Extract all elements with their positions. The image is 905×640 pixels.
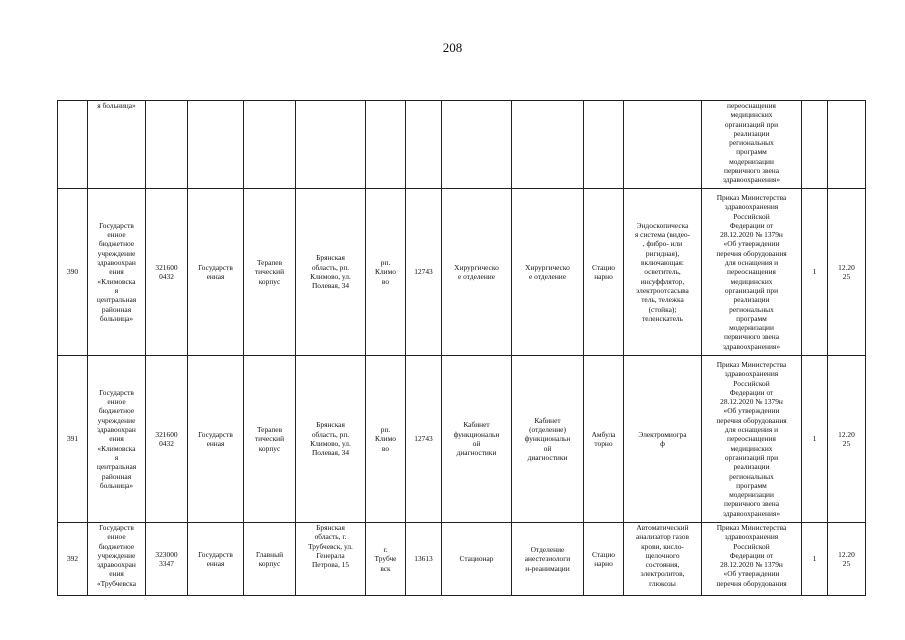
page-number: 208 <box>442 40 463 55</box>
cell-date <box>828 101 866 189</box>
cell-equipment: Электромиогра ф <box>624 356 702 523</box>
cell-organization: Государств енное бюджетное учреждение здравоохран ения «Климовска я центральная районная больница» <box>88 356 146 523</box>
cell-locality: рп. Климо во <box>366 356 406 523</box>
cell-address: Брянская область, г. Трубчевск, ул. Генерала Петрова, 15 <box>296 523 366 596</box>
cell-care-type: Стацио нарно <box>584 189 624 356</box>
cell-qty <box>802 101 828 189</box>
cell-department <box>512 101 584 189</box>
cell-unit: Стационар <box>442 523 512 596</box>
cell-building: Главный корпус <box>244 523 296 596</box>
cell-building <box>244 101 296 189</box>
table-row <box>58 101 866 189</box>
cell-organization: Государств енное бюджетное учреждение здравоохран ения «Климовска я центральная районная больница» <box>88 189 146 356</box>
cell-date: 12.20 25 <box>828 356 866 523</box>
cell-qty: 1 <box>802 356 828 523</box>
cell-document: переоснащения медицинских организаций при реализации региональных программ модернизации первичного звена здравоохранения» <box>702 101 802 189</box>
cell-inn: 323000 3347 <box>146 523 188 596</box>
cell-building: Терапев тический корпус <box>244 356 296 523</box>
cell-num: 391 <box>58 356 88 523</box>
cell-address <box>296 101 366 189</box>
cell-date: 12.20 25 <box>828 523 866 596</box>
cell-locality: г. Трубче вск <box>366 523 406 596</box>
cell-equipment: Автоматический анализатор газов крови, кисло- щелочного состояния, электролитов, глюкозы <box>624 523 702 596</box>
cell-organization: Государств енное бюджетное учреждение здравоохран ения «Трубчевска <box>88 523 146 596</box>
cell-code: 12743 <box>406 189 442 356</box>
cell-num <box>58 101 88 189</box>
cell-address: Брянская область, рп. Климово, ул. Полевая, 34 <box>296 189 366 356</box>
cell-code <box>406 101 442 189</box>
cell-date: 12.20 25 <box>828 189 866 356</box>
cell-equipment <box>624 101 702 189</box>
cell-qty: 1 <box>802 189 828 356</box>
cell-unit: Хирургическо е отделение <box>442 189 512 356</box>
cell-department: Отделение анестезиологи и-реанимации <box>512 523 584 596</box>
cell-care-type: Стацио нарно <box>584 523 624 596</box>
cell-ownership: Государств енная <box>188 523 244 596</box>
cell-department: Хирургическо е отделение <box>512 189 584 356</box>
cell-department: Кабинет (отделение) функциональн ой диагностики <box>512 356 584 523</box>
cell-code: 12743 <box>406 356 442 523</box>
cell-unit <box>442 101 512 189</box>
cell-locality: рп. Климо во <box>366 189 406 356</box>
cell-inn: 321600 0432 <box>146 356 188 523</box>
table-row <box>58 356 866 523</box>
cell-organization: я больница» <box>88 101 146 189</box>
cell-qty: 1 <box>802 523 828 596</box>
cell-care-type <box>584 101 624 189</box>
cell-ownership <box>188 101 244 189</box>
cell-num: 390 <box>58 189 88 356</box>
equipment-table <box>57 100 866 596</box>
cell-address: Брянская область, рп. Климово, ул. Полевая, 34 <box>296 356 366 523</box>
cell-locality <box>366 101 406 189</box>
cell-document: Приказ Министерства здравоохранения Российской Федерации от 28.12.2020 № 1379н «Об утверждении перечня оборудования для оснащения и переоснащения медицинских организаций при реализации региональных программ модернизации первичного звена здравоохранения» <box>702 189 802 356</box>
cell-num: 392 <box>58 523 88 596</box>
cell-equipment: Эндоскопическа я система (видео- , фибро- или ригидная), включающая: осветитель, инсуффлятор, электроотсасыва тель, тележка (стойка); теленскатель <box>624 189 702 356</box>
cell-inn <box>146 101 188 189</box>
table-row <box>58 189 866 356</box>
cell-document: Приказ Министерства здравоохранения Российской Федерации от 28.12.2020 № 1379н «Об утверждении перечня оборудования для оснащения и переоснащения медицинских организаций при реализации региональных программ модернизации первичного звена здравоохранения» <box>702 356 802 523</box>
cell-building: Терапев тический корпус <box>244 189 296 356</box>
cell-ownership: Государств енная <box>188 189 244 356</box>
cell-care-type: Амбула торно <box>584 356 624 523</box>
cell-inn: 321600 0432 <box>146 189 188 356</box>
cell-document: Приказ Министерства здравоохранения Российской Федерации от 28.12.2020 № 1379н «Об утверждении перечня оборудования <box>702 523 802 596</box>
cell-ownership: Государств енная <box>188 356 244 523</box>
table-row <box>58 523 866 596</box>
cell-code: 13613 <box>406 523 442 596</box>
cell-unit: Кабинет функциональн ой диагностики <box>442 356 512 523</box>
